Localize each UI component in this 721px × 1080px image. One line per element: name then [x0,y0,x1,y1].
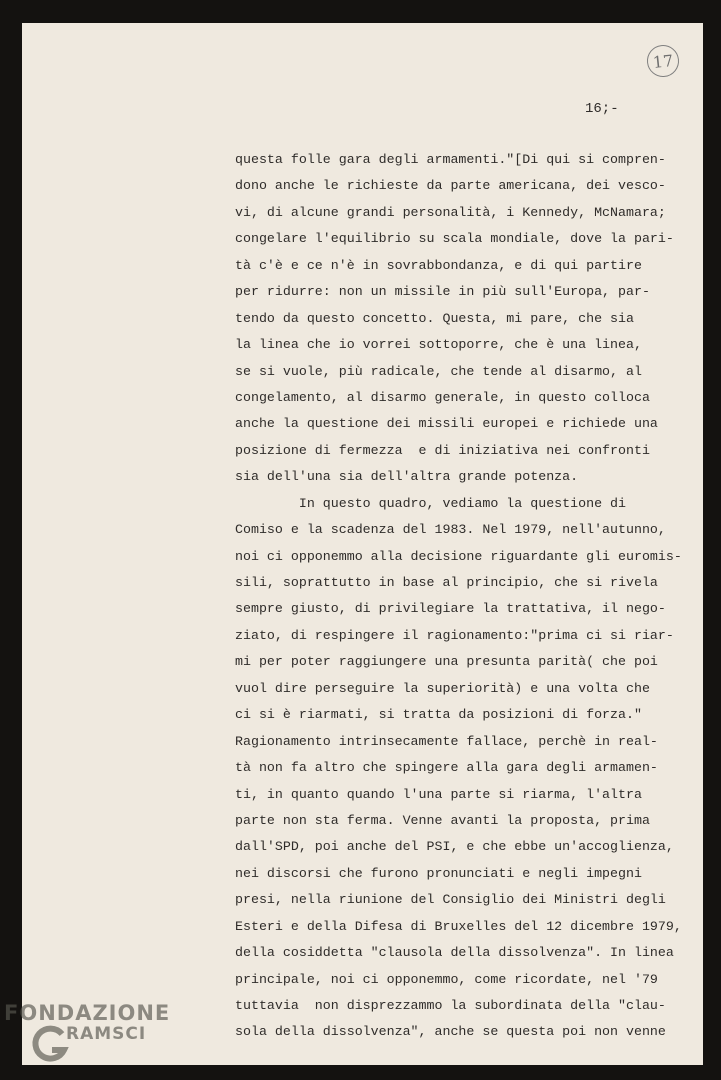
text-line: tà c'è e ce n'è in sovrabbondanza, e di qui partire [235,257,642,273]
watermark-line-2: RAMSCI [66,1024,147,1044]
text-line: della cosiddetta "clausola della dissolvenza". In linea [235,945,674,961]
text-line: posizione di fermezza e di iniziativa nei confronti [235,442,650,458]
text-line: tendo da questo concetto. Questa, mi pare, che sia [235,310,634,326]
text-line: congelamento, al disarmo generale, in questo colloca [235,389,650,405]
text-line: dall'SPD, poi anche del PSI, e che ebbe un'accoglienza, [235,839,674,855]
text-line: noi ci opponemmo alla decisione riguardante gli euromis- [235,548,682,564]
text-line: congelare l'equilibrio su scala mondiale, dove la pari- [235,231,674,247]
text-line: Ragionamento intrinsecamente fallace, perchè in real- [235,733,658,749]
text-line: sili, soprattutto in base al principio, che si rivela [235,575,658,590]
text-line: vi, di alcune grandi personalità, i Kennedy, McNamara; [235,204,666,220]
text-line: ziato, di respingere il ragionamento:"prima ci si riar- [235,627,674,643]
text-line: ci si è riarmati, si tratta da posizioni di forza." [235,707,642,723]
text-line: tuttavia non disprezzammo la subordinata della "clau- [235,998,666,1013]
text-line: per ridurre: non un missile in più sull'Europa, par- [235,284,650,300]
text-line: mi per poter raggiungere una presunta parità( che poi [235,654,658,670]
document-page [22,23,703,1065]
text-line: parte non sta ferma. Venne avanti la proposta, prima [235,812,650,828]
text-line: sia dell'una sia dell'altra grande potenza. [235,469,579,485]
text-line: tà non fa altro che spingere alla gara degli armamen- [235,760,658,776]
text-line: se si vuole, più radicale, che tende al disarmo, al [235,363,642,379]
text-line: sola della dissolvenza", anche se questa poi non venne [235,1024,666,1040]
text-line: la linea che io vorrei sottoporre, che è una linea, [235,337,642,353]
text-line: In questo quadro, vediamo la questione di [235,495,626,511]
typed-text-body [235,147,695,1046]
text-line: questa folle gara degli armamenti."[Di qui si compren- [235,152,666,167]
text-line: Esteri e della Difesa di Bruxelles del 12 dicembre 1979, [235,918,682,934]
text-line: nei discorsi che furono pronunciati e negli impegni [235,865,642,881]
fondazione-gramsci-watermark [0,996,200,1080]
watermark-line-1: FONDAZIONE [4,1001,171,1025]
text-line: vuol dire perseguire la superiorità) e una volta che [235,680,650,696]
archive-number-stamp: 17 [645,43,680,78]
text-line: Comiso e la scadenza del 1983. Nel 1979, nell'autunno, [235,522,666,538]
text-line: anche la questione dei missili europei e richiede una [235,416,658,432]
text-line: dono anche le richieste da parte americana, dei vesco- [235,178,666,194]
text-line: sempre giusto, di privilegiare la trattativa, il nego- [235,601,666,617]
text-line: principale, noi ci opponemmo, come ricordate, nel '79 [235,971,658,987]
text-line: ti, in quanto quando l'una parte si riarma, l'altra [235,786,642,802]
text-line: presi, nella riunione del Consiglio dei Ministri degli [235,892,666,908]
watermark-g-logo-icon [30,1024,70,1064]
page-number: 16;- [585,101,619,117]
